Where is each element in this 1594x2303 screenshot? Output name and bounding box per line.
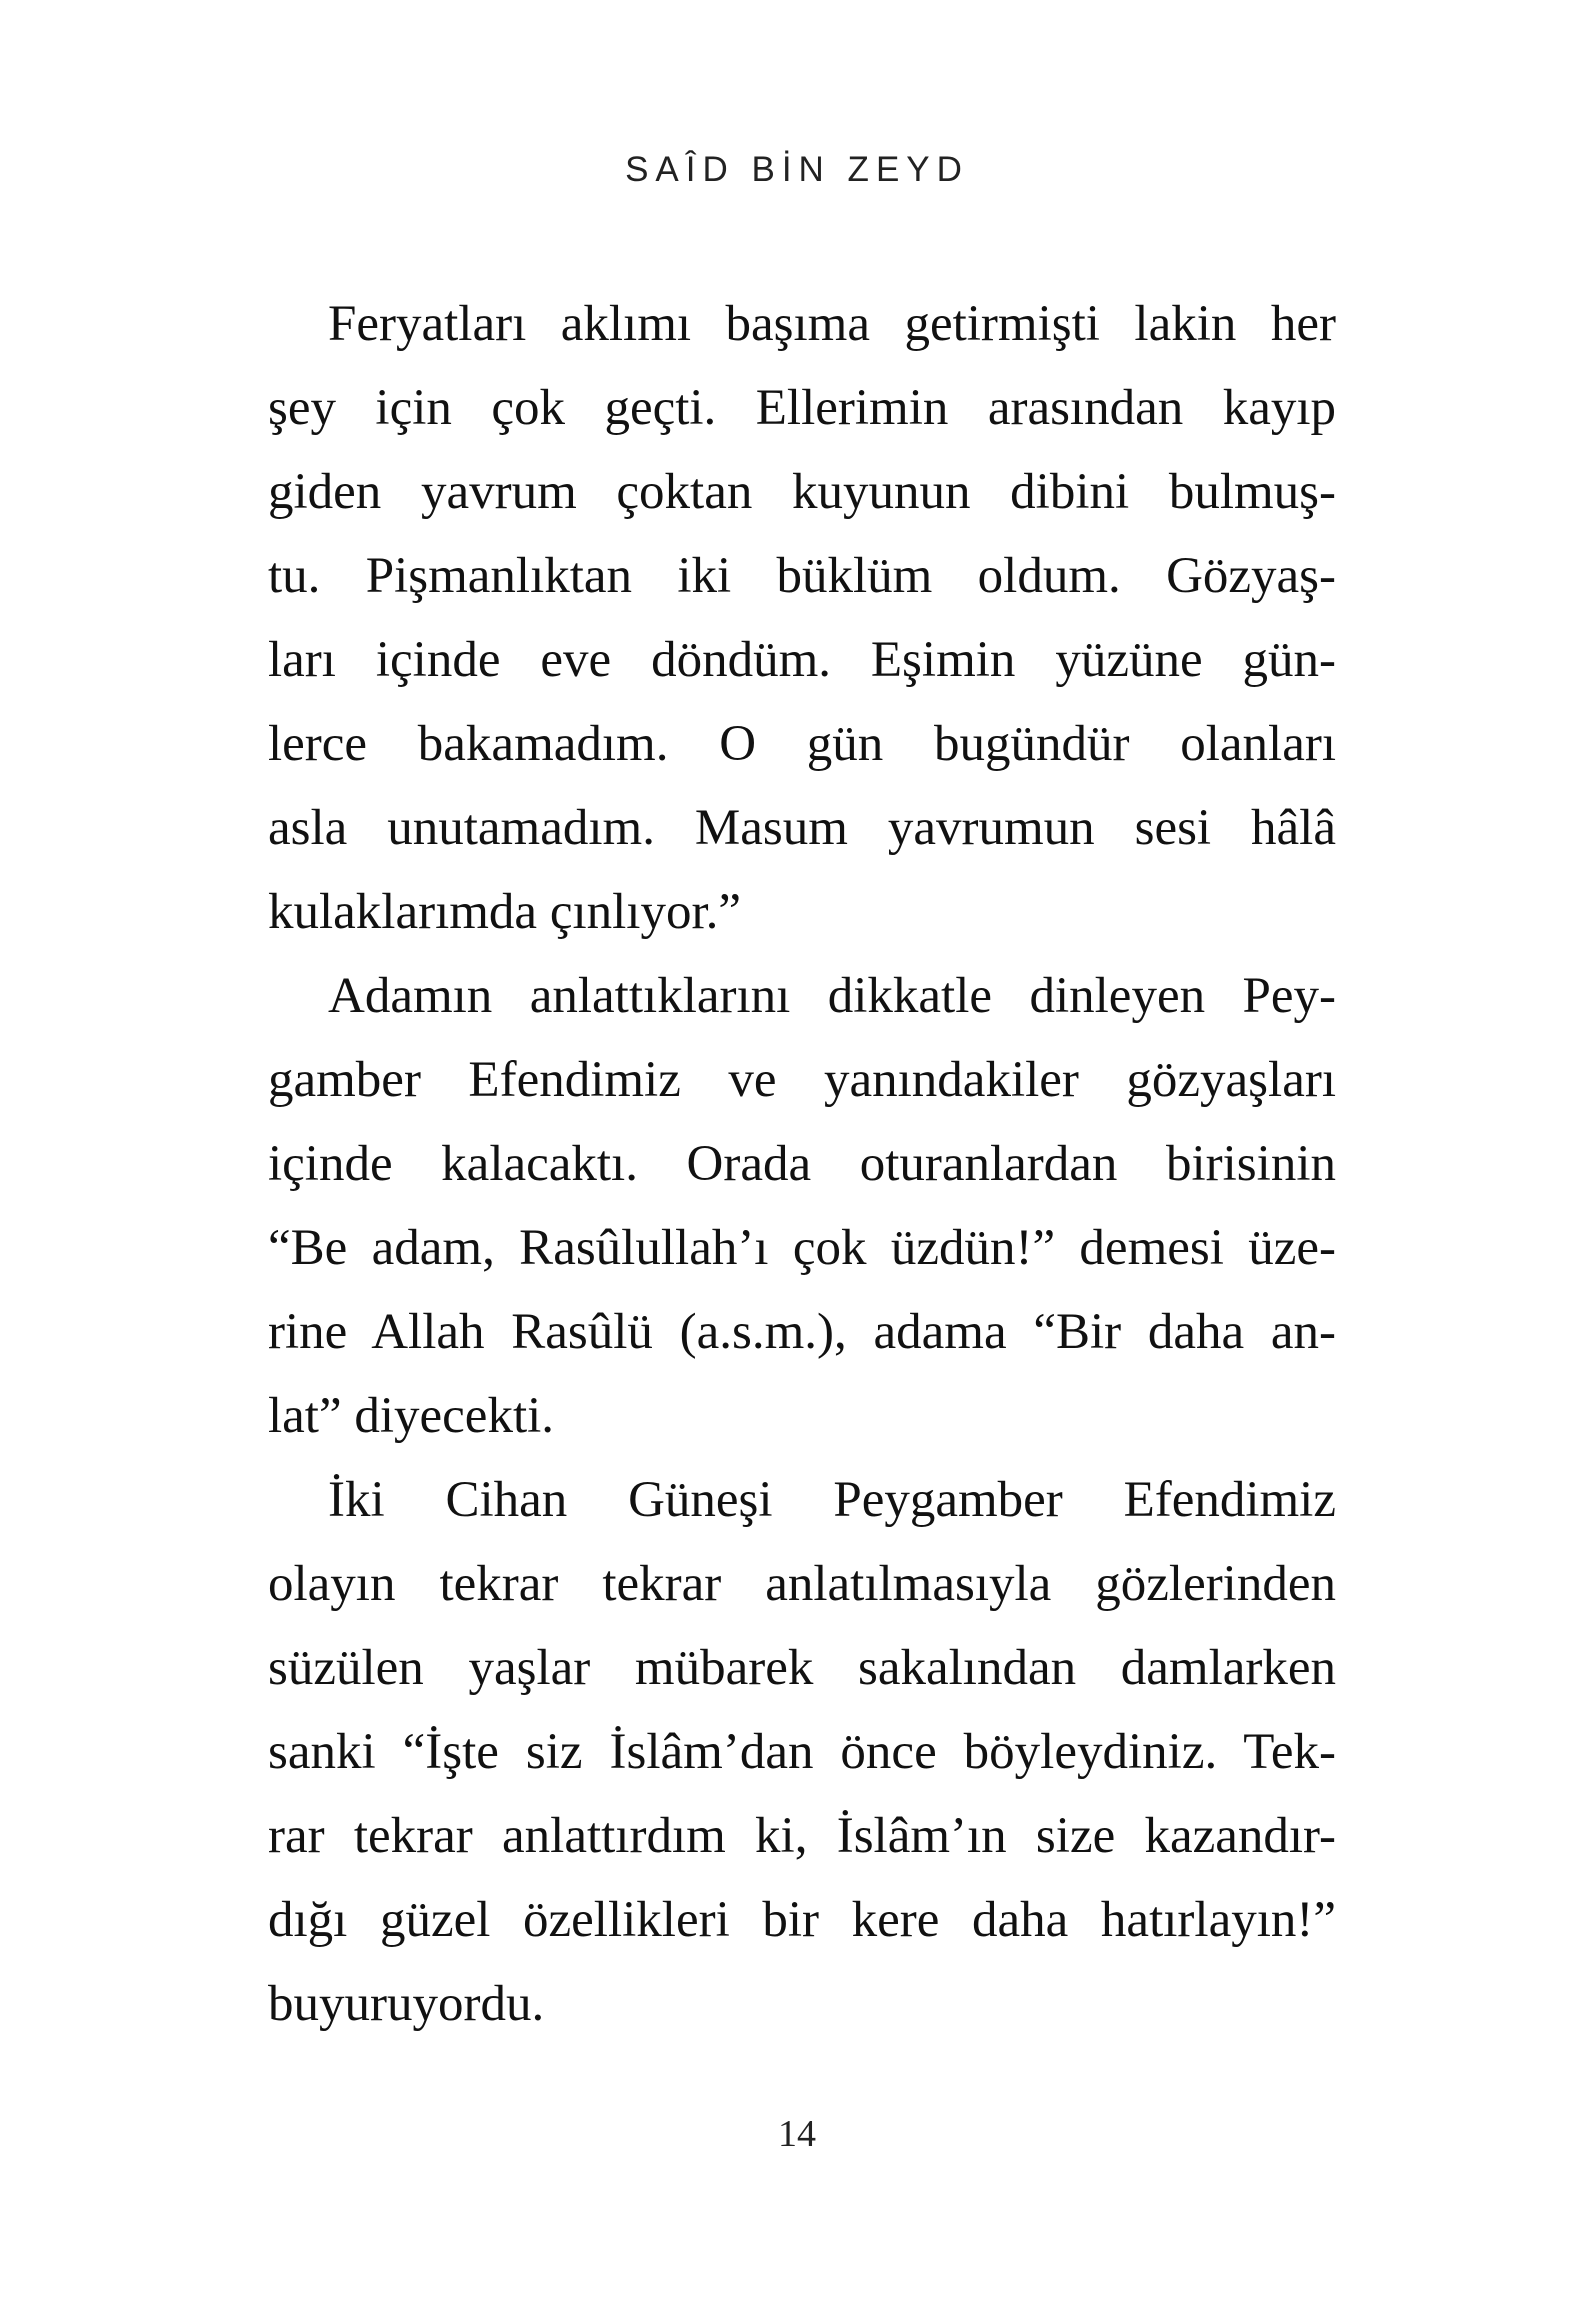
paragraph-3-line: süzülen yaşlar mübarek sakalından damlarken bbox=[268, 1640, 1336, 1696]
page-number: 14 bbox=[778, 2113, 816, 2155]
paragraph-3-line: dığı güzel özellikleri bir kere daha hatırlayın!” bbox=[268, 1892, 1336, 1948]
paragraph-3-line: sanki “İşte siz İslâm’dan önce böyleydiniz. Tek- bbox=[268, 1724, 1336, 1780]
paragraph-1-line: Feryatları aklımı başıma getirmişti lakin her bbox=[328, 296, 1336, 352]
paragraph-1-line: ları içinde eve döndüm. Eşimin yüzüne gün- bbox=[268, 632, 1336, 688]
running-head: SAÎD BİN ZEYD bbox=[625, 150, 969, 189]
paragraph-3-line: İki Cihan Güneşi Peygamber Efendimiz bbox=[328, 1472, 1336, 1528]
paragraph-2-line: Adamın anlattıklarını dikkatle dinleyen Pey- bbox=[328, 968, 1336, 1024]
paragraph-3-line: rar tekrar anlattırdım ki, İslâm’ın size kazandır- bbox=[268, 1808, 1336, 1864]
paragraph-1-line: şey için çok geçti. Ellerimin arasından kayıp bbox=[268, 380, 1336, 436]
paragraph-3-line: olayın tekrar tekrar anlatılmasıyla gözlerinden bbox=[268, 1556, 1336, 1612]
paragraph-1-line: lerce bakamadım. O gün bugündür olanları bbox=[268, 716, 1336, 772]
paragraph-1-line: giden yavrum çoktan kuyunun dibini bulmuş- bbox=[268, 464, 1336, 520]
paragraph-2-line: gamber Efendimiz ve yanındakiler gözyaşları bbox=[268, 1052, 1336, 1108]
paragraph-2-line: içinde kalacaktı. Orada oturanlardan birisinin bbox=[268, 1136, 1336, 1192]
body-text bbox=[268, 282, 1336, 2046]
paragraph-2-line: rine Allah Rasûlü (a.s.m.), adama “Bir daha an- bbox=[268, 1304, 1336, 1360]
paragraph-2-line: “Be adam, Rasûlullah’ı çok üzdün!” demesi üze- bbox=[268, 1220, 1336, 1276]
paragraph-1-line: asla unutamadım. Masum yavrumun sesi hâlâ bbox=[268, 800, 1336, 856]
paragraph-1-line: kulaklarımda çınlıyor.” bbox=[268, 884, 742, 940]
paragraph-3-line: buyuruyordu. bbox=[268, 1976, 545, 2032]
paragraph-2-line: lat” diyecekti. bbox=[268, 1388, 555, 1444]
paragraph-1-line: tu. Pişmanlıktan iki büklüm oldum. Gözyaş- bbox=[268, 548, 1336, 604]
